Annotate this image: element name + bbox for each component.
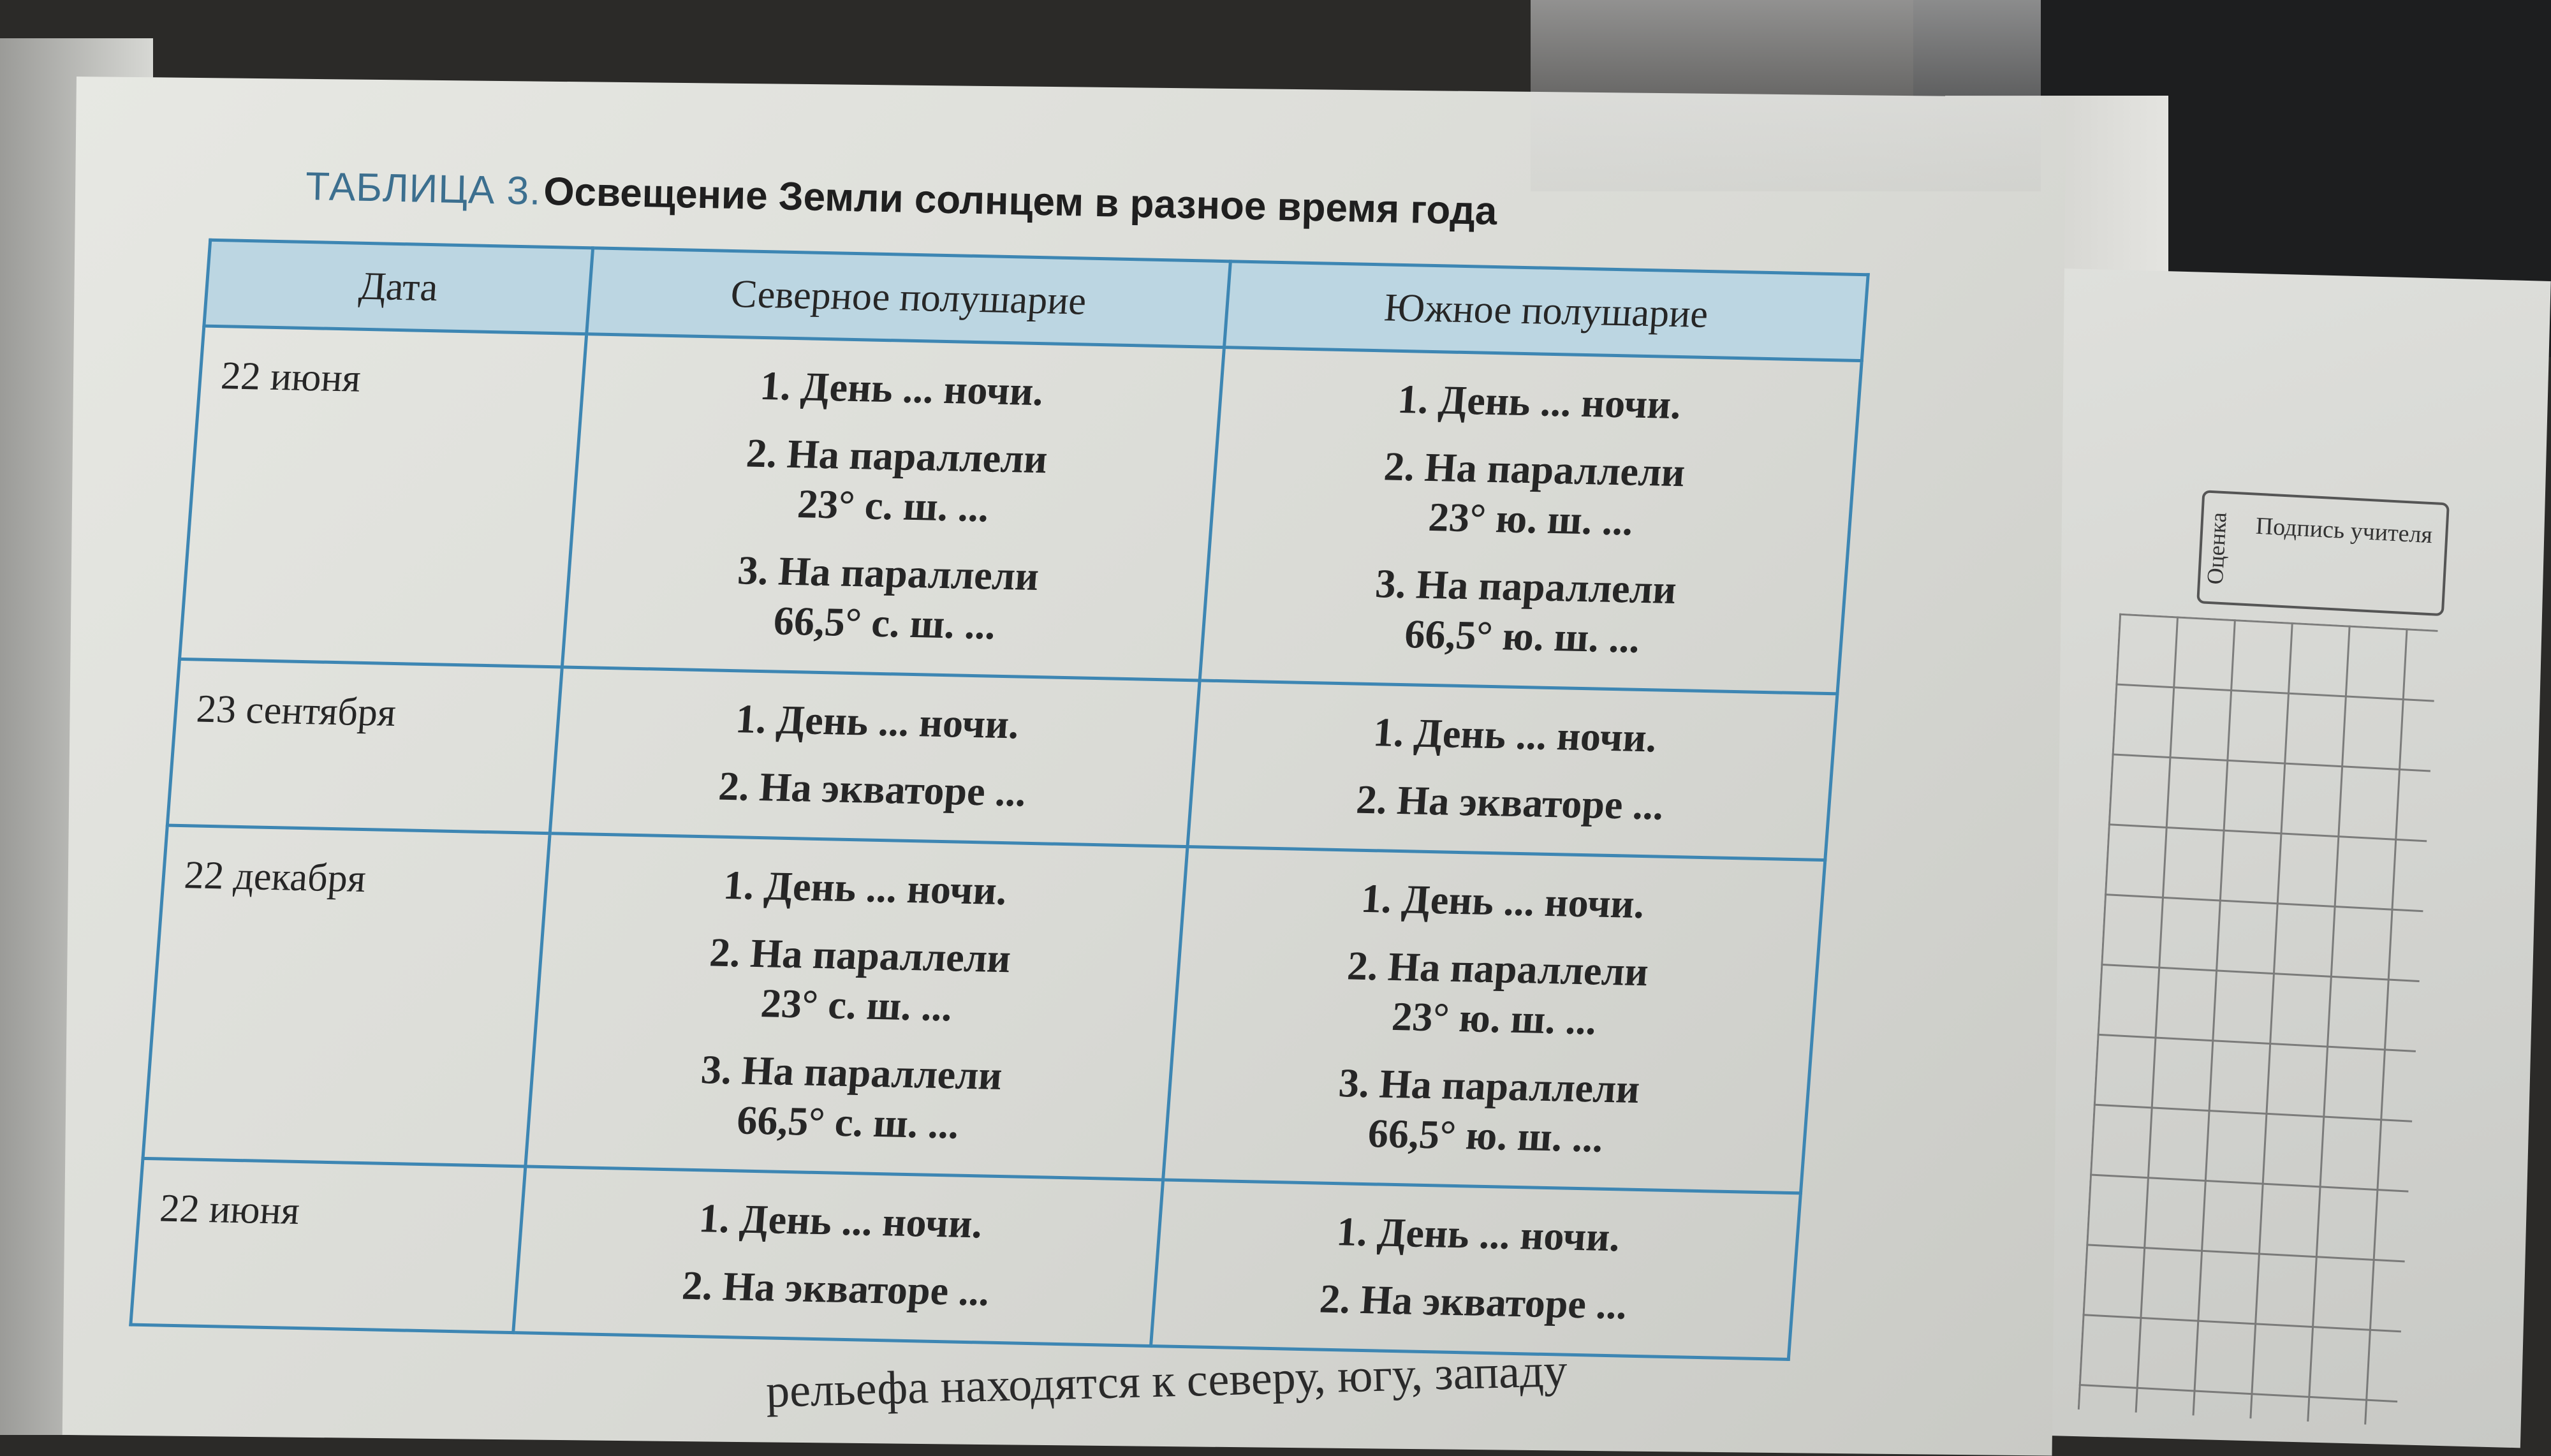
list-item: 1. День ... ночи. — [697, 1195, 984, 1247]
list-item: 1. День ... ночи. — [1371, 709, 1659, 761]
north-cell — [562, 334, 1224, 680]
table-row — [167, 659, 1837, 860]
signature-label: Подпись учителя — [2254, 512, 2434, 549]
header-north: Северное полушарие — [587, 248, 1231, 348]
list-item: 3. На параллели 66,5° с. ш. ... — [736, 547, 1041, 648]
north-cell — [513, 1166, 1163, 1346]
date-cell: 22 июня — [131, 1158, 526, 1332]
list-item: 2. На параллели 23° с. ш. ... — [708, 929, 1013, 1030]
grading-grid — [2078, 614, 2438, 1426]
list-item: 1. День ... ночи. — [1396, 376, 1683, 428]
date-cell: 22 июня — [180, 326, 587, 667]
list-item: 1. День ... ночи. — [734, 696, 1021, 747]
table-row — [143, 825, 1825, 1193]
list-item: 1. День ... ночи. — [722, 862, 1009, 914]
caption-label: ТАБЛИЦА 3. — [305, 164, 542, 214]
south-cell — [1151, 1180, 1801, 1360]
south-cell — [1163, 847, 1825, 1193]
south-cell — [1200, 348, 1862, 694]
list-item: 1. День ... ночи. — [1359, 875, 1647, 927]
list-item: 2. На экваторе ... — [680, 1262, 991, 1314]
table-row — [180, 326, 1862, 694]
date-cell: 23 сентября — [167, 659, 562, 833]
north-cell — [550, 667, 1200, 847]
table-row — [131, 1158, 1801, 1359]
list-item: 2. На параллели 23° с. ш. ... — [744, 430, 1049, 531]
list-item: 1. День ... ночи. — [1335, 1209, 1622, 1260]
south-cell — [1187, 680, 1837, 860]
illumination-table — [129, 239, 1870, 1361]
caption-title: Освещение Земли солнцем в разное время года — [543, 169, 1498, 234]
table-section — [70, 159, 1913, 1409]
list-item: 1. День ... ночи. — [758, 362, 1045, 415]
list-item: 2. На экваторе ... — [717, 763, 1028, 815]
list-item: 2. На параллели 23° ю. ш. ... — [1346, 943, 1650, 1043]
grade-label: Оценка — [2202, 511, 2231, 585]
list-item: 2. На экваторе ... — [1355, 776, 1666, 828]
date-cell: 22 декабря — [143, 825, 550, 1166]
list-item: 2. На параллели 23° ю. ш. ... — [1382, 443, 1687, 544]
list-item: 3. На параллели 66,5° ю. ш. ... — [1337, 1060, 1642, 1161]
list-item: 3. На параллели 66,5° ю. ш. ... — [1374, 561, 1679, 661]
grading-table — [2053, 408, 2436, 1413]
list-item: 2. На экваторе ... — [1318, 1276, 1629, 1328]
header-date: Дата — [204, 240, 593, 334]
plastic-sleeve — [1531, 0, 2041, 191]
header-south: Южное полушарие — [1224, 261, 1869, 361]
list-item: 3. На параллели 66,5° с. ш. ... — [699, 1047, 1004, 1147]
page-bottom-text: рельефа находятся к северу, югу, западу — [765, 1344, 1568, 1418]
north-cell — [526, 834, 1187, 1180]
